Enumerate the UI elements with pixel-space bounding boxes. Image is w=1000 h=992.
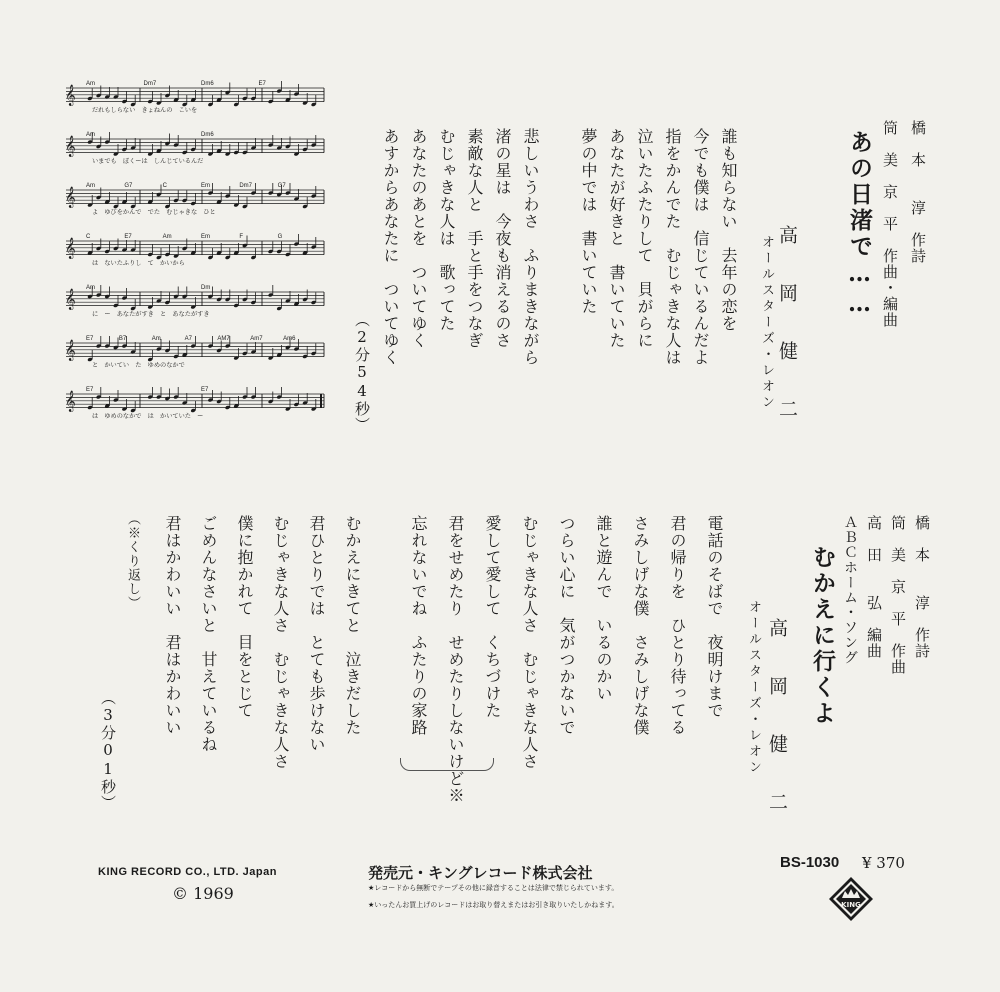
chord-symbol: A7 (184, 336, 192, 342)
lyric-line: 僕に抱かれて 目をとじて (235, 515, 254, 719)
chord-symbol: Am (151, 336, 161, 342)
lyric-line: 君をせめたり せめたりしないけど※ (446, 515, 465, 804)
song1-lyricist: 橋 本 淳 作詩 (909, 120, 927, 264)
lyric-line: つらい心に 気がつかないで (557, 515, 576, 736)
song2-composer: 筒 美 京 平 作曲 (889, 515, 907, 675)
crown-lion-icon (828, 876, 874, 922)
song2-repeat-note: （※くり返し） (125, 512, 140, 610)
lyric-line: 君ひとりでは とても歩けない (307, 515, 326, 753)
chord-symbol: E7 (124, 234, 132, 240)
score-lyric: に ー あなたがすき と あなたがすき (92, 311, 210, 318)
chord-symbol: Dm7 (143, 81, 157, 87)
chord-symbol: Am6 (283, 336, 296, 342)
song1-duration: （2分54秒） (353, 312, 371, 433)
lyric-line: 今でも僕は 信じているんだよ (691, 128, 710, 366)
score-lyric: と かいてい た ゆめのなかで (92, 362, 185, 369)
lyric-line: 電話のそばで 夜明けまで (705, 515, 724, 719)
chord-symbol: Dm6 (201, 81, 214, 87)
sheet-music (62, 78, 334, 434)
chord-symbol: E7 (86, 336, 94, 342)
distributor: 発売元・キングレコード株式会社 (368, 864, 593, 882)
chord-symbol: Am7 (250, 336, 263, 342)
staff-row (65, 183, 324, 216)
lyric-line: 愛して愛して くちづけた (483, 515, 502, 719)
chord-symbol: E7 (258, 81, 266, 87)
lyric-line: あなたのあとを ついてゆく (409, 128, 428, 349)
chord-symbol: B7 (118, 336, 127, 342)
treble-clef-icon: 𝄞 (65, 187, 76, 208)
lyric-line: むじゃきな人さ むじゃきな人さ (520, 515, 539, 770)
lyric-line: あなたが好きと 書いていた (607, 128, 626, 349)
staff-row (65, 132, 324, 165)
company-name-en: KING RECORD CO., LTD. Japan (98, 866, 277, 878)
staff-row (65, 81, 324, 114)
lyric-line: ごめんなさいと 甘えているね (199, 515, 218, 753)
lyric-line: 誰も知らない 去年の恋を (719, 128, 738, 332)
song2-lyricist: 橋 本 淳 作詩 (913, 515, 931, 659)
chord-symbol: Am (86, 132, 95, 138)
chord-symbol: C (86, 234, 91, 240)
song2-title: むかえに行くよ (809, 545, 836, 727)
treble-clef-icon: 𝄞 (65, 289, 76, 310)
score-lyric: よ ゆびをかんで でた むじゃきな ひと (92, 209, 216, 216)
lyric-line: さみしげな僕 さみしげな僕 (631, 515, 650, 736)
chord-symbol: Am (86, 183, 95, 189)
lyric-line: むじゃきな人さ むじゃきな人さ (271, 515, 290, 770)
lyric-line: 忘れないでね ふたりの家路 (409, 515, 428, 736)
lyric-line: 君の帰りを ひとり待ってる (668, 515, 687, 736)
price: ¥ 370 (862, 854, 905, 872)
copy-notice: ★レコードから無断でテープその他に録音することは法律で禁じられています。 (368, 884, 619, 892)
score-lyric: は ないたふりし て かいから (92, 260, 185, 267)
score-lyric: だれもしらない きょねんの こいを (92, 107, 198, 114)
staff-row (65, 234, 324, 267)
song2-duration: （3分01秒） (99, 690, 117, 811)
treble-clef-icon: 𝄞 (65, 340, 76, 361)
chord-symbol: G (277, 234, 283, 240)
repeat-bracket (400, 758, 494, 771)
lyric-line: 素敵な人と 手と手をつなぎ (465, 128, 484, 349)
lyric-line: むかえにきてと 泣きだした (343, 515, 362, 736)
lyric-line: 悲しいうわさ ふりまきながら (521, 128, 540, 366)
logo-text: KING (841, 901, 861, 909)
score-lyric: は ゆめのなかで は かいていた ー (92, 413, 204, 420)
lyric-line: 渚の星は 今夜も消えるのさ (493, 128, 512, 349)
king-records-logo (828, 876, 874, 922)
chord-symbol: AM7 (217, 336, 230, 342)
lyric-line: 泣いたふたりして 貝がらに (635, 128, 654, 349)
song2-backing: オールスターズ・レオン (746, 600, 761, 776)
lyric-line: むじゃきな人は 歌ってた (437, 128, 456, 332)
lyric-line: あすからあなたに ついてゆく (381, 128, 400, 366)
song2-label: ＡＢＣホーム・ソング (842, 515, 858, 665)
treble-clef-icon: 𝄞 (65, 136, 76, 157)
chord-symbol: Em (201, 183, 210, 189)
song1-title: あの日渚で…… (846, 130, 873, 320)
lyric-line: 君はかわいい 君はかわいい (163, 515, 182, 736)
chord-symbol: Dm7 (239, 183, 253, 189)
copyright: © 1969 (172, 884, 234, 903)
chord-symbol: Am (162, 234, 172, 240)
lyric-line: 夢の中では 書いていた (579, 128, 598, 315)
song1-backing: オールスターズ・レオン (759, 235, 774, 411)
chord-symbol: Am (86, 285, 95, 291)
chord-symbol: C (162, 183, 168, 189)
staff-row (65, 387, 324, 420)
chord-symbol: E7 (201, 387, 209, 393)
treble-clef-icon: 𝄞 (65, 391, 76, 412)
staff-row (65, 285, 324, 318)
chord-symbol: G7 (124, 183, 133, 189)
catalog-number: BS-1030 (780, 854, 840, 871)
chord-symbol: E7 (86, 387, 94, 393)
return-notice: ★いったんお買上げのレコードはお取り替えまたはお引き取りいたしかねます。 (368, 901, 619, 909)
song2-arranger: 高 田 弘 編曲 (865, 515, 883, 659)
song1-artist: 高 岡 健 二 (776, 225, 798, 428)
chord-symbol: G7 (277, 183, 286, 189)
song1-composer: 筒 美 京 平 作曲・編曲 (881, 120, 899, 328)
treble-clef-icon: 𝄞 (65, 85, 76, 106)
score-lyric: いまでも ぼくーは しんじているんだ (92, 158, 204, 165)
chord-symbol: Dm (201, 285, 211, 291)
chord-symbol: F (239, 234, 244, 240)
treble-clef-icon: 𝄞 (65, 238, 76, 259)
staff-row (65, 336, 324, 369)
lyric-line: 誰と遊んで いるのかい (594, 515, 613, 702)
chord-symbol: Am (86, 81, 95, 87)
song2-artist: 高 岡 健 二 (766, 618, 788, 821)
chord-symbol: Em (201, 234, 210, 240)
lyric-line: 指をかんでた むじゃきな人は (663, 128, 682, 366)
chord-symbol: Dm6 (201, 132, 214, 138)
